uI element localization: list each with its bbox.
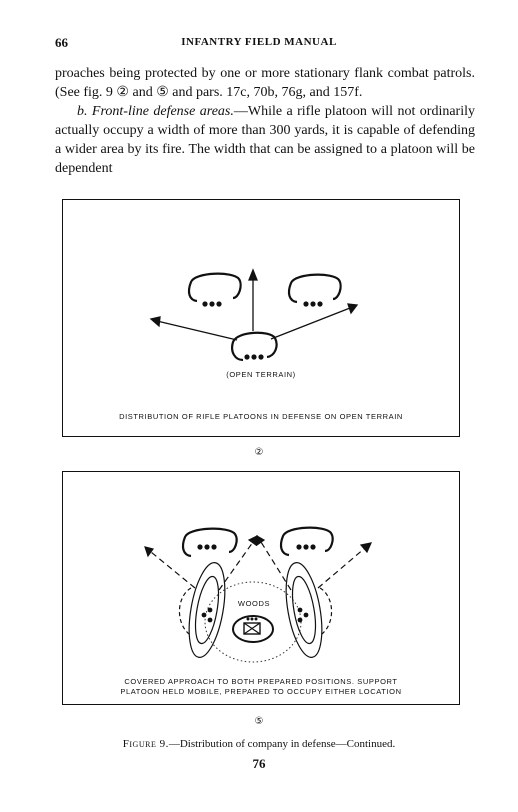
platoon-dot: [310, 301, 315, 306]
left-prepared-position-outer: [183, 560, 231, 660]
page-number: 76: [252, 756, 266, 771]
platoon-right-position: [281, 528, 333, 555]
open-terrain-diagram: [63, 200, 459, 436]
platoon-right-position: [289, 275, 341, 302]
platoon-dot: [202, 301, 207, 306]
arrow-left: [157, 321, 237, 340]
arrow-right: [318, 548, 365, 588]
figure1-number: ②: [254, 447, 264, 458]
right-prepared-position-inner: [288, 575, 320, 645]
platoon-dot: [304, 613, 309, 618]
arrowhead-left: [145, 547, 153, 556]
platoon-dot: [303, 301, 308, 306]
platoon-dot: [298, 608, 303, 613]
platoon-left-position: [183, 529, 237, 556]
figure-woods: [62, 471, 460, 705]
arrowhead-right: [361, 543, 371, 552]
platoon-dot: [258, 354, 263, 359]
platoon-left-position: [189, 274, 241, 301]
platoon-dot: [296, 544, 301, 549]
terrain-label: (OPEN TERRAIN): [226, 370, 296, 379]
platoon-dot: [208, 608, 213, 613]
page-header-number: 66: [55, 35, 68, 50]
platoon-dot: [251, 354, 256, 359]
figure-caption-text: —Distribution of company in defense—Continued.: [168, 738, 396, 750]
platoon-dot: [204, 544, 209, 549]
arrowhead-left: [151, 317, 160, 326]
running-title: INFANTRY FIELD MANUAL: [181, 36, 337, 48]
figure2-number: ⑤: [254, 716, 264, 727]
platoon-dot: [303, 544, 308, 549]
platoon-dot: [197, 544, 202, 549]
arrowhead-center-right: [257, 536, 264, 545]
company-command-post-icon: [244, 618, 260, 635]
paragraph-label: b. Front-line defense areas.: [77, 104, 234, 119]
figure-open-terrain: [62, 199, 460, 437]
platoon-dot: [211, 544, 216, 549]
woods-diagram: [63, 472, 459, 704]
figure1-caption: DISTRIBUTION OF RIFLE PLATOONS IN DEFENSE ON OPEN TERRAIN: [119, 412, 403, 421]
platoon-dot: [216, 301, 221, 306]
arrowhead-right: [348, 304, 357, 313]
right-prepared-position-outer: [280, 560, 328, 660]
figure2-caption-line1: COVERED APPROACH TO BOTH PREPARED POSITIONS. SUPPORT: [124, 677, 398, 686]
platoon-dot: [298, 618, 303, 623]
platoon-dot: [202, 613, 207, 618]
paragraph-continuation: proaches being protected by one or more stationary flank combat patrols. (See fig. 9 ② and ⑤ and pars. 17c, 70b, 76g, and 157f.: [55, 66, 475, 100]
platoon-dot: [317, 301, 322, 306]
arrow-left: [151, 552, 195, 588]
figure-caption-label: Figure 9.: [122, 738, 169, 750]
arrowhead-center-left: [249, 536, 257, 545]
arrow-right: [271, 308, 350, 339]
paragraph-front-line-defense: [55, 102, 475, 178]
paragraph-text: —While a rifle platoon will not ordinarily actually occupy a width of more than 300 yards, it is capable of defending a wider area by its fire. The width that can be assigned to a platoon will be dependent: [55, 104, 475, 176]
platoon-dot: [208, 618, 213, 623]
body-text: [55, 64, 475, 178]
platoon-dot: [310, 544, 315, 549]
platoon-dot: [244, 354, 249, 359]
woods-label: WOODS: [237, 599, 271, 608]
arrowhead-forward: [249, 270, 257, 280]
figure-caption: [0, 738, 518, 750]
platoon-dot: [209, 301, 214, 306]
figure2-caption-line2: PLATOON HELD MOBILE, PREPARED TO OCCUPY EITHER LOCATION: [120, 687, 402, 696]
